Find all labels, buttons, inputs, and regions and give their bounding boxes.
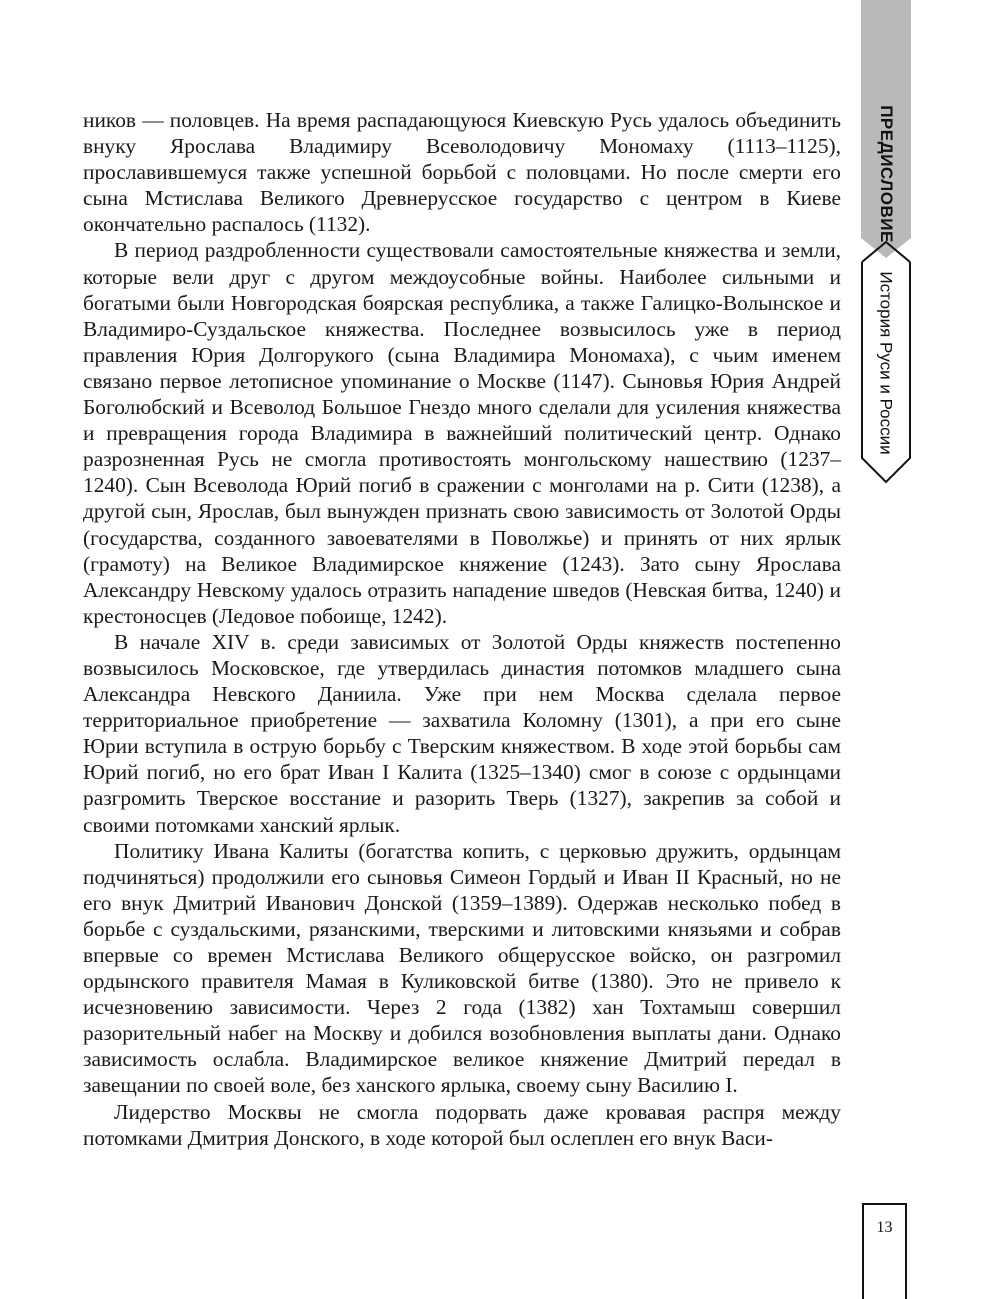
section-label [861, 104, 911, 244]
chapter-label [861, 263, 911, 463]
page-number-box [862, 1203, 907, 1299]
page-number: 13 [876, 1219, 893, 1236]
paragraph-3: В начале XIV в. среди зависимых от Золотой Орды княжеств постепенно возвысилось Московское, где утвердилась династия потомков младшего сына Александра Невского Даниила. Уже при нем Москва сделала первое территориальное приобретение — захватила Коломну (1301), а при его сыне Юрии вступила в острую борьбу с Тверским княжеством. В ходе этой борьбы сам Юрий погиб, но его брат Иван I Калита (1325–1340) смог в союзе с ордынцами разгромить Тверское восстание и разорить Тверь (1327), закрепив за собой и своими потомками ханский ярлык. [83, 629, 841, 837]
paragraph-5: Лидерство Москвы не смогла подорвать даже кровавая распря между потомками Дмитрия Донского, в ходе которой был ослеплен его внук Васи- [83, 1099, 841, 1150]
chapter-label-text: История Руси и России [877, 271, 896, 455]
section-side-tab [861, 0, 911, 490]
section-label-text: ПРЕДИСЛОВИЕ [877, 105, 897, 243]
paragraph-1: ников — половцев. На время распадающуюся Киевскую Русь удалось объединить внуку Ярослава Владимиру Всеволодовичу Мономаху (1113–1125), прославившемуся также успешной борьбой с половцами. Но после смерти его сына Мстислава Великого Древнерусское государство с центром в Киеве окончательно распалось (1132). [83, 108, 841, 237]
paragraph-2: В период раздробленности существовали самостоятельные княжества и земли, которые вели друг с другом междоусобные войны. Наиболее сильными и богатыми были Новгородская боярская республика, а также Галицко-Волынское и Владимиро-Суздальское княжества. Последнее возвысилось уже в период правления Юрия Долгорукого (сына Владимира Мономаха), с чьим именем связано первое летописное упоминание о Москве (1147). Сыновья Юрия Андрей Боголюбский и Всеволод Большое Гнездо много сделали для усиления княжества и превращения города Владимира в важнейший политический центр. Однако разрозненная Русь не смогла противостоять монгольскому нашествию (1237–1240). Сын Всеволода Юрий погиб в сражении с монголами на р. Сити (1238), а другой сын, Ярослав, был вынужден признать свою зависимость от Золотой Орды (государства, созданного завоевателями в Поволжье) и принять от них ярлык (грамоту) на Великое Владимирское княжение (1243). Зато сыну Ярослава Александру Невскому удалось отразить нападение шведов (Невская битва, 1240) и крестоносцев (Ледовое побоище, 1242). [83, 238, 841, 628]
page-body-text [83, 107, 841, 1151]
paragraph-4: Политику Ивана Калиты (богатства копить, с церковью дружить, ордынцам подчиняться) продолжили его сыновья Симеон Гордый и Иван II Красный, но не его внук Дмитрий Иванович Донской (1359–1389). Одержав несколько побед в борьбе с суздальскими, рязанскими, тверскими и литовскими князьями и собрав впервые со времен Мстислава Великого общерусское войско, он разгромил ордынского правителя Мамая в Куликовской битве (1380). Это не привело к исчезновению зависимости. Через 2 года (1382) хан Тохтамыш совершил разорительный набег на Москву и добился возобновления выплаты дани. Однако зависимость ослабла. Владимирское великое княжение Дмитрий передал в завещании по своей воле, без ханского ярлыка, своему сыну Василию I. [83, 838, 841, 1098]
